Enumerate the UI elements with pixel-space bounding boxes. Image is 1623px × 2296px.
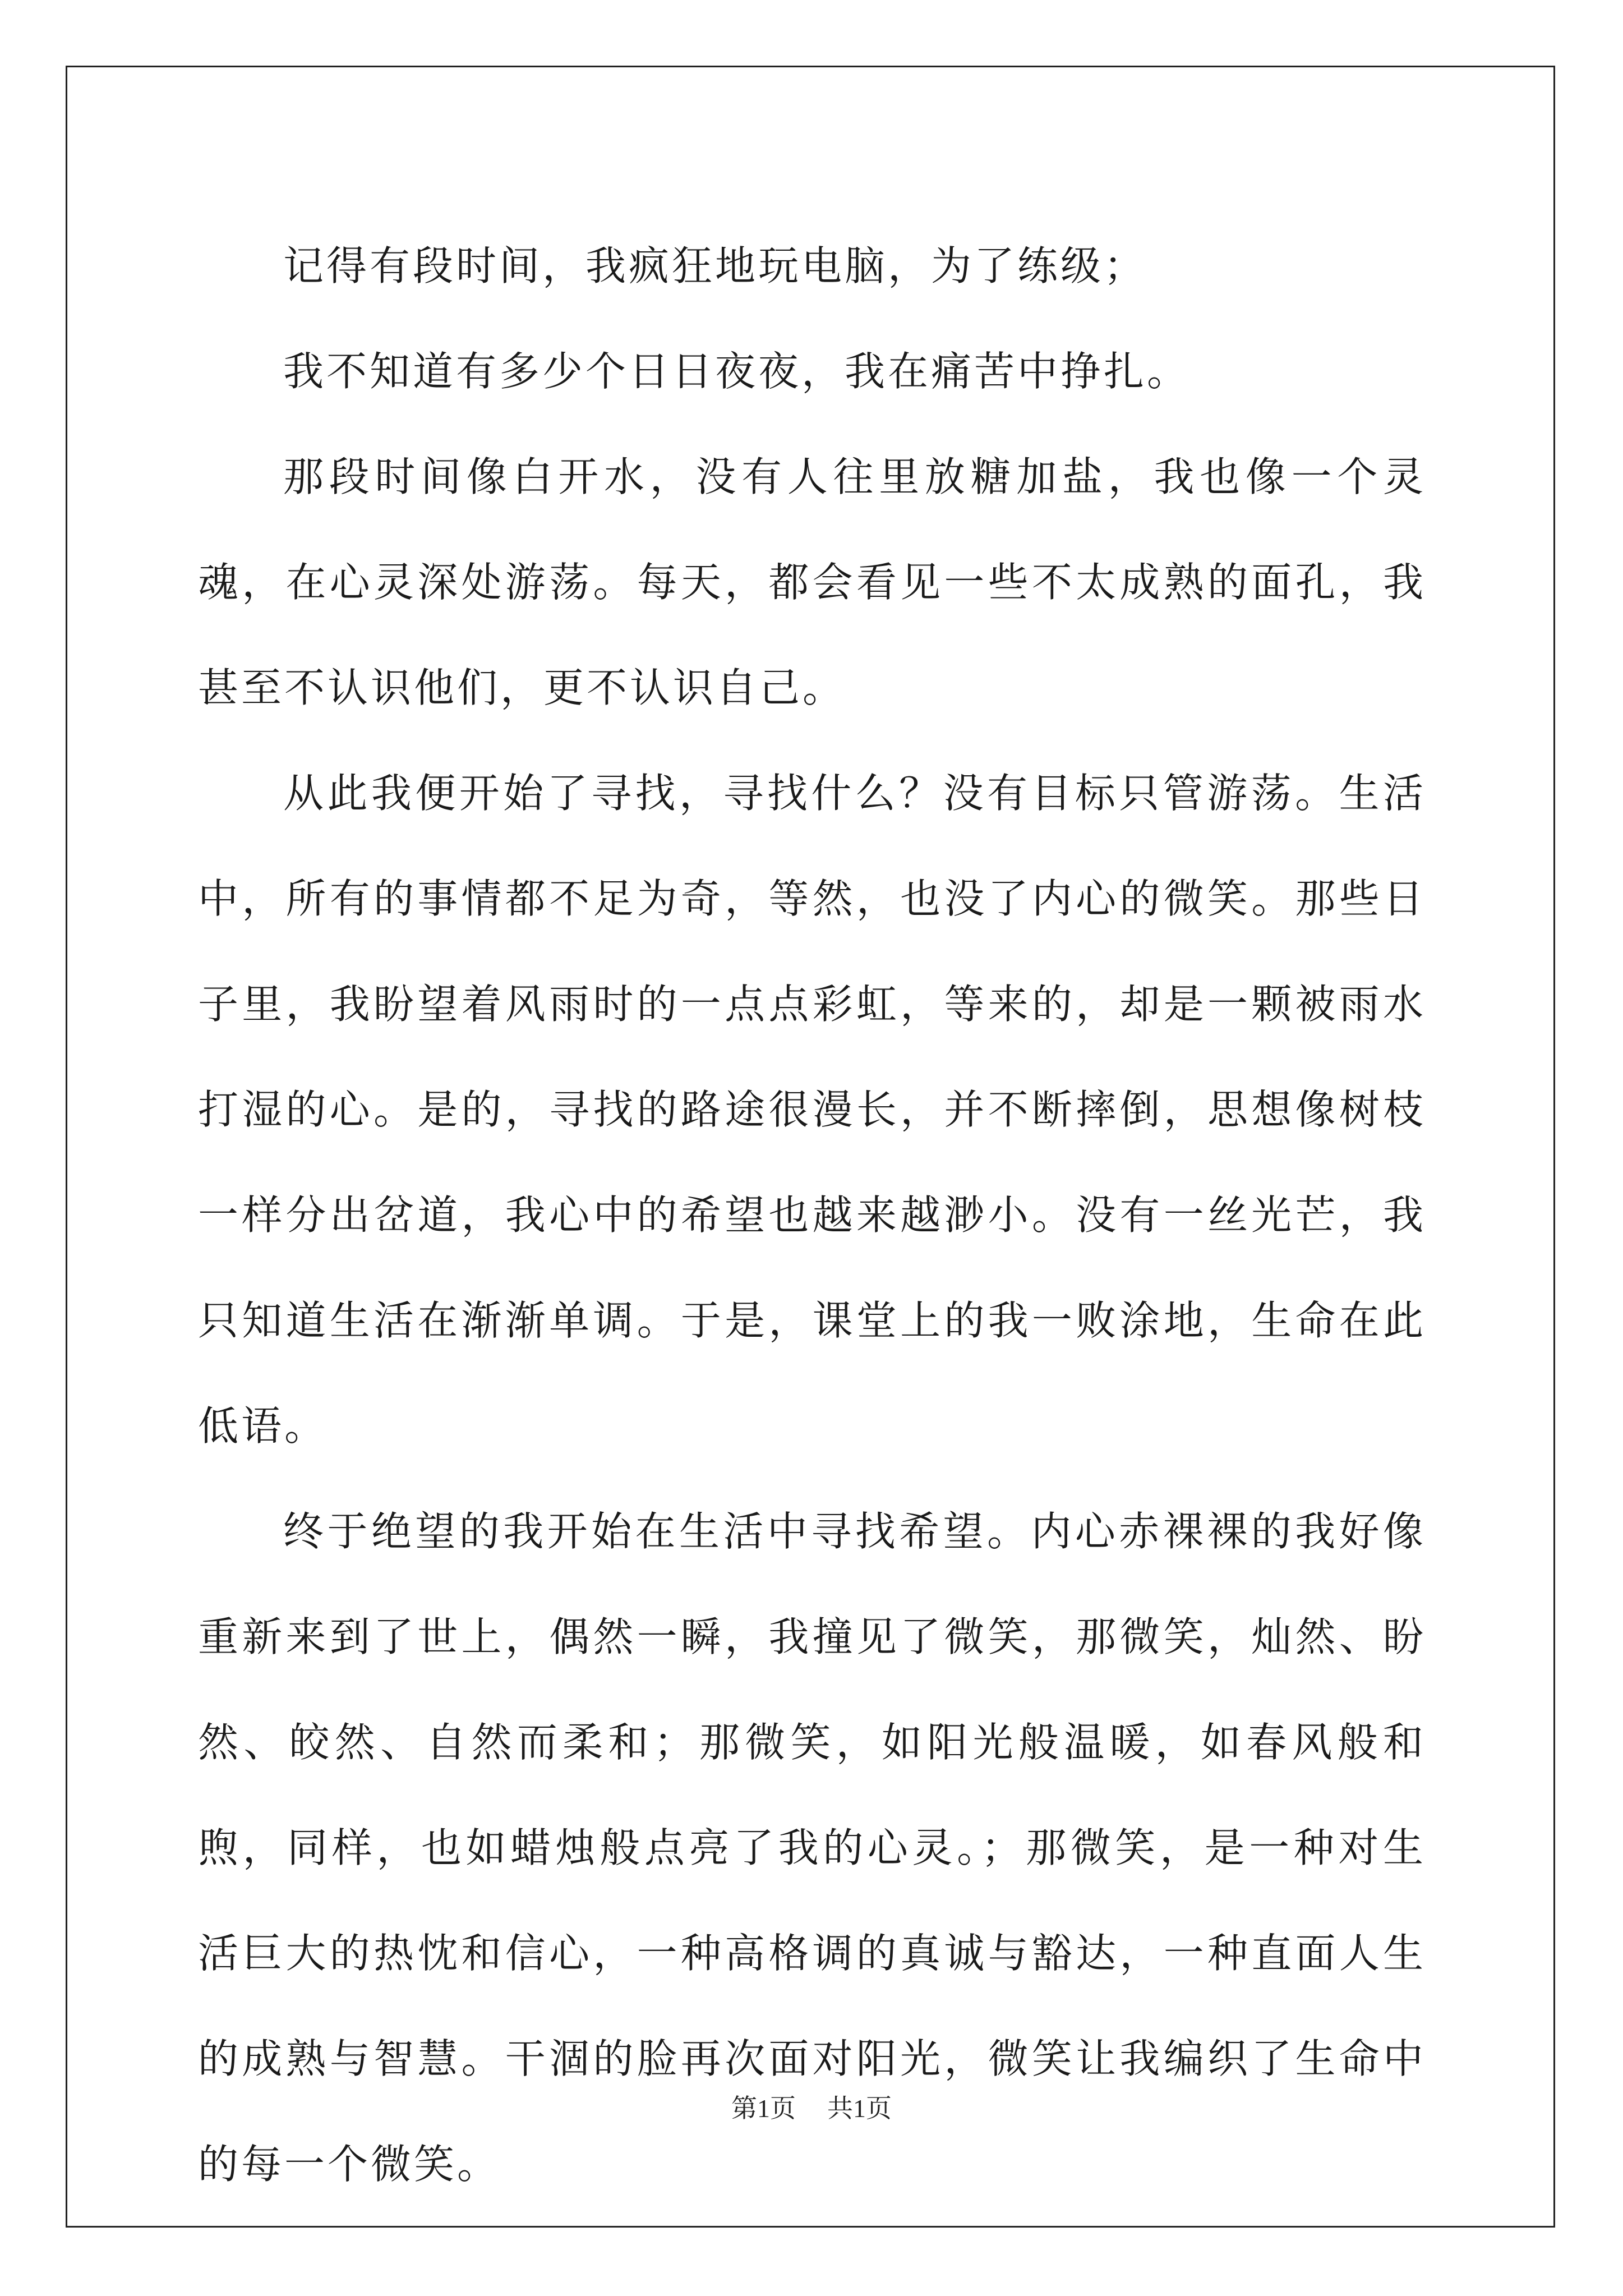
paragraph-3: 那段时间像白开水，没有人往里放糖加盐，我也像一个灵魂，在心灵深处游荡。每天，都会看见一些不太成熟的面孔，我甚至不认识他们，更不认识自己。: [198, 453, 1426, 711]
page-number-current: 第1页: [731, 2094, 796, 2123]
paragraph-2: 我不知道有多少个日日夜夜，我在痛苦中挣扎。: [283, 348, 1191, 395]
paragraph-5: 终于绝望的我开始在生活中寻找希望。内心赤裸裸的我好像重新来到了世上，偶然一瞬，我撞见了微笑，那微笑，灿然、盼然、皎然、自然而柔和；那微笑，如阳光般温暖，如春风般和煦，同样，也如蜡烛般点亮了我的心灵。；那微笑，是一种对生活巨大的热忱和信心，一种高格调的真诚与豁达，一种直面人生的成熟与智慧。干涸的脸再次面对阳光，微笑让我编织了生命中的每一个微笑。: [198, 1508, 1426, 2188]
paragraph-4: 从此我便开始了寻找，寻找什么？没有目标只管游荡。生活中，所有的事情都不足为奇，等然，也没了内心的微笑。那些日子里，我盼望着风雨时的一点点彩虹，等来的，却是一颗被雨水打湿的心。是的，寻找的路途很漫长，并不断摔倒，思想像树枝一样分出岔道，我心中的希望也越来越渺小。没有一丝光芒，我只知道生活在渐渐单调。于是，课堂上的我一败涂地，生命在此低语。: [198, 770, 1426, 1450]
paragraph-1: 记得有段时间，我疯狂地玩电脑，为了练级；: [283, 242, 1147, 289]
document-body: [198, 213, 1426, 2217]
page-footer: [0, 2088, 1623, 2125]
page-number-total: 共1页: [827, 2094, 892, 2123]
